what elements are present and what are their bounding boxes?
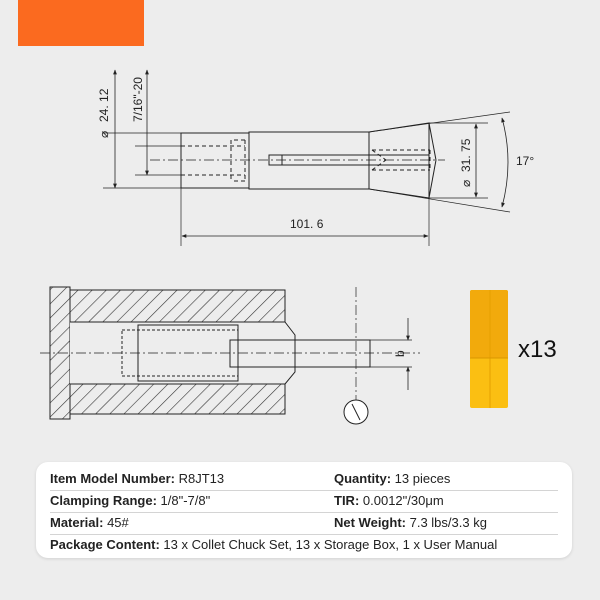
- section-view: [40, 287, 420, 424]
- upper-wall: [70, 290, 285, 322]
- spec-net-weight: Net Weight: 7.3 lbs/3.3 kg: [334, 515, 487, 530]
- spec-tir: TIR: 0.0012"/30μm: [334, 493, 444, 508]
- specs-table: [36, 462, 572, 558]
- spec-row-2: [50, 490, 558, 513]
- dim-angle: 17°: [516, 154, 535, 168]
- spec-quantity: Quantity: 13 pieces: [334, 471, 451, 486]
- spec-row-1: [50, 468, 558, 491]
- storage-box-lid: [470, 290, 508, 358]
- dim-diameter-31: 31. 75: [459, 138, 473, 172]
- spec-row-3: [50, 512, 558, 535]
- dim-length: 101. 6: [290, 217, 324, 231]
- dim-thread: 7/16"-20: [131, 77, 145, 122]
- diameter-symbol-left: ⌀: [97, 130, 111, 138]
- hidden-bore-lines: [181, 140, 430, 181]
- spec-item-model: Item Model Number: R8JT13: [50, 471, 225, 486]
- quantity-badge: x13: [518, 336, 557, 363]
- diameter-symbol-right: ⌀: [459, 179, 473, 187]
- spec-row-4: [50, 534, 558, 556]
- spec-clamping-range: Clamping Range: 1/8"-7/8": [50, 493, 211, 508]
- spec-package-content: Package Content: 13 x Collet Chuck Set, 13 x Storage Box, 1 x User Manual: [50, 537, 498, 552]
- spec-material: Material: 45#: [50, 515, 129, 530]
- lower-wall: [70, 384, 285, 414]
- dim-diameter-24: 24. 12: [97, 88, 111, 122]
- body-outline: [249, 132, 369, 189]
- shank-outline: [181, 133, 249, 188]
- taper-head-outline: [369, 123, 429, 198]
- storage-box: [470, 290, 508, 408]
- dim-b: b: [393, 350, 407, 357]
